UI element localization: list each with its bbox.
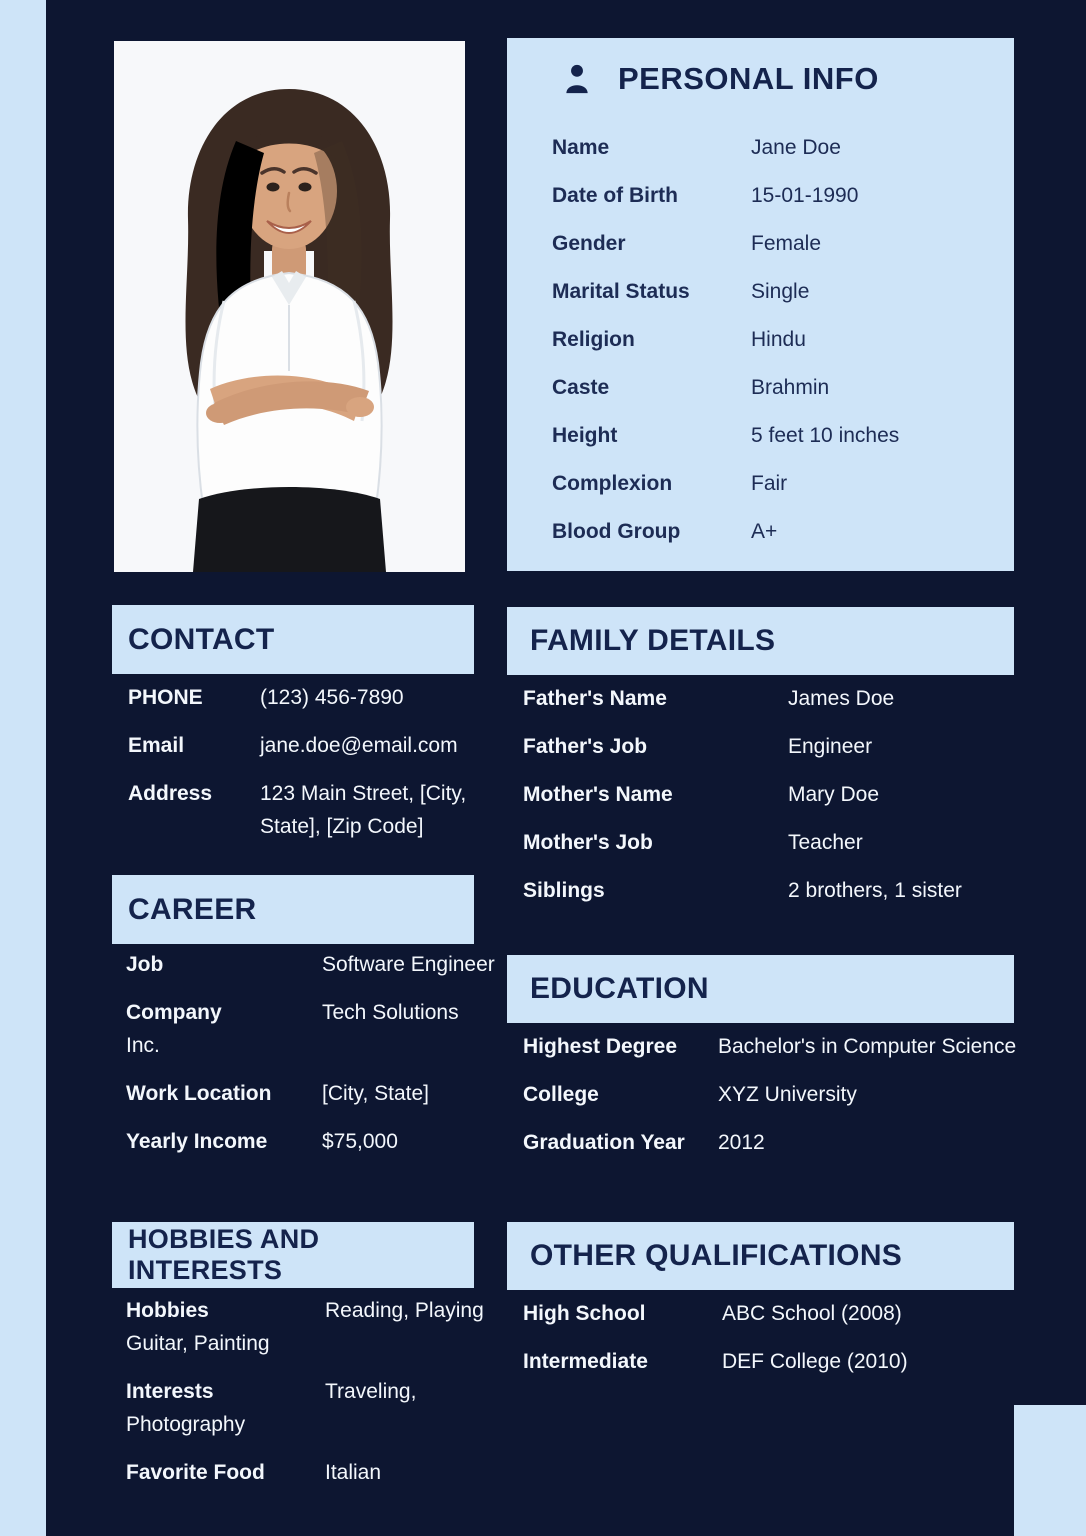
field-label: Job bbox=[126, 953, 164, 976]
field-label: Intermediate bbox=[523, 1350, 648, 1373]
personal-info-header bbox=[507, 38, 1014, 120]
field-label: Interests bbox=[126, 1380, 214, 1403]
bottom-right-accent-block bbox=[1014, 1405, 1086, 1536]
personal-info-rows bbox=[507, 120, 1014, 556]
personal-info-row bbox=[507, 268, 1014, 316]
field-label: Father's Job bbox=[523, 735, 648, 758]
field-label: Height bbox=[552, 424, 618, 447]
field-value: 2012 bbox=[718, 1131, 765, 1154]
field-value: Single bbox=[751, 280, 810, 303]
career-title: CAREER bbox=[128, 892, 257, 926]
personal-info-row bbox=[507, 412, 1014, 460]
field-value: Italian bbox=[325, 1461, 382, 1484]
field-value: Fair bbox=[751, 472, 788, 495]
field-label: College bbox=[523, 1083, 599, 1106]
field-label: High School bbox=[523, 1302, 646, 1325]
field-label: Caste bbox=[552, 376, 610, 399]
field-value: 5 feet 10 inches bbox=[751, 424, 900, 447]
personal-info-row bbox=[507, 508, 1014, 556]
profile-photo-illustration bbox=[114, 41, 465, 572]
field-value: Hindu bbox=[751, 328, 806, 351]
other-qualifications-row bbox=[523, 1290, 1063, 1338]
field-value: Software Engineer bbox=[322, 953, 495, 976]
field-label: Complexion bbox=[552, 472, 673, 495]
person-icon bbox=[560, 62, 594, 96]
personal-info-panel bbox=[507, 38, 1014, 571]
career-rows bbox=[126, 948, 498, 1173]
field-label: PHONE bbox=[128, 686, 203, 709]
field-label: Date of Birth bbox=[552, 184, 678, 207]
education-row bbox=[523, 1119, 1083, 1167]
field-value: ABC School (2008) bbox=[722, 1302, 902, 1325]
education-section-header bbox=[507, 955, 1014, 1023]
field-value: Brahmin bbox=[751, 376, 830, 399]
field-label: Name bbox=[552, 136, 610, 159]
field-label: Hobbies bbox=[126, 1299, 209, 1322]
career-row bbox=[126, 948, 498, 981]
personal-info-row bbox=[507, 460, 1014, 508]
field-value: Tech Solutions Inc. bbox=[126, 1001, 459, 1057]
field-value: Bachelor's in Computer Science bbox=[718, 1035, 1017, 1058]
field-value: $75,000 bbox=[322, 1130, 398, 1153]
hobbies-row bbox=[126, 1294, 498, 1360]
field-label: Mother's Name bbox=[523, 783, 673, 806]
field-value: DEF College (2010) bbox=[722, 1350, 908, 1373]
field-label: Highest Degree bbox=[523, 1035, 678, 1058]
field-label: Work Location bbox=[126, 1082, 272, 1105]
career-section-header bbox=[112, 875, 474, 944]
field-value: Engineer bbox=[788, 735, 873, 758]
family-row bbox=[523, 819, 1063, 867]
family-title: FAMILY DETAILS bbox=[530, 624, 776, 657]
other-qualifications-section-header bbox=[507, 1222, 1014, 1290]
contact-row bbox=[128, 681, 480, 714]
field-value: Jane Doe bbox=[751, 136, 841, 159]
education-row bbox=[523, 1071, 1083, 1119]
field-label: Address bbox=[128, 782, 213, 805]
field-label: Religion bbox=[552, 328, 635, 351]
field-value: Teacher bbox=[788, 831, 863, 854]
field-value: (123) 456-7890 bbox=[260, 686, 404, 709]
field-label: Mother's Job bbox=[523, 831, 653, 854]
field-value: A+ bbox=[751, 520, 778, 543]
personal-info-title: PERSONAL INFO bbox=[618, 61, 879, 96]
field-label: Blood Group bbox=[552, 520, 681, 543]
field-value: Mary Doe bbox=[788, 783, 880, 806]
personal-info-row bbox=[507, 172, 1014, 220]
field-label: Company bbox=[126, 1001, 222, 1024]
education-rows bbox=[523, 1023, 1083, 1167]
career-row bbox=[126, 1077, 498, 1110]
personal-info-row bbox=[507, 364, 1014, 412]
field-label: Favorite Food bbox=[126, 1461, 265, 1484]
hobbies-rows bbox=[126, 1294, 498, 1504]
profile-photo bbox=[114, 41, 465, 572]
field-value: Traveling, Photography bbox=[126, 1380, 417, 1436]
education-title: EDUCATION bbox=[530, 972, 709, 1005]
family-row bbox=[523, 675, 1063, 723]
field-value: jane.doe@email.com bbox=[260, 734, 458, 757]
field-value: James Doe bbox=[788, 687, 895, 710]
field-label: Gender bbox=[552, 232, 626, 255]
family-row bbox=[523, 723, 1063, 771]
career-row bbox=[126, 996, 498, 1062]
field-label: Yearly Income bbox=[126, 1130, 268, 1153]
contact-title: CONTACT bbox=[128, 622, 275, 656]
field-value: 15-01-1990 bbox=[751, 184, 859, 207]
field-label: Graduation Year bbox=[523, 1131, 685, 1154]
family-row bbox=[523, 771, 1063, 819]
field-value: Female bbox=[751, 232, 822, 255]
field-value: Reading, Playing Guitar, Painting bbox=[126, 1299, 484, 1355]
personal-info-row bbox=[507, 220, 1014, 268]
field-value: 123 Main Street, [City, State], [Zip Code] bbox=[260, 782, 467, 838]
contact-rows bbox=[128, 673, 480, 858]
field-value: [City, State] bbox=[322, 1082, 429, 1105]
field-label: Siblings bbox=[523, 879, 605, 902]
family-row bbox=[523, 867, 1063, 915]
field-label: Marital Status bbox=[552, 280, 690, 303]
career-row bbox=[126, 1125, 498, 1158]
personal-info-row bbox=[507, 316, 1014, 364]
hobbies-row bbox=[126, 1456, 498, 1489]
contact-section-header bbox=[112, 605, 474, 674]
left-accent-strip bbox=[0, 0, 46, 1536]
hobbies-title: HOBBIES AND INTERESTS bbox=[128, 1224, 320, 1285]
other-qualifications-row bbox=[523, 1338, 1063, 1386]
hobbies-row bbox=[126, 1375, 498, 1441]
other-qualifications-title: OTHER QUALIFICATIONS bbox=[530, 1239, 903, 1272]
other-qualifications-rows bbox=[523, 1290, 1063, 1386]
family-section-header bbox=[507, 607, 1014, 675]
field-label: Father's Name bbox=[523, 687, 667, 710]
field-value: 2 brothers, 1 sister bbox=[788, 879, 962, 902]
field-value: XYZ University bbox=[718, 1083, 857, 1106]
family-rows bbox=[523, 675, 1063, 915]
personal-info-row bbox=[507, 124, 1014, 172]
contact-row bbox=[128, 777, 480, 843]
hobbies-section-header bbox=[112, 1222, 474, 1288]
education-row bbox=[523, 1023, 1083, 1071]
contact-row bbox=[128, 729, 480, 762]
field-label: Email bbox=[128, 734, 185, 757]
